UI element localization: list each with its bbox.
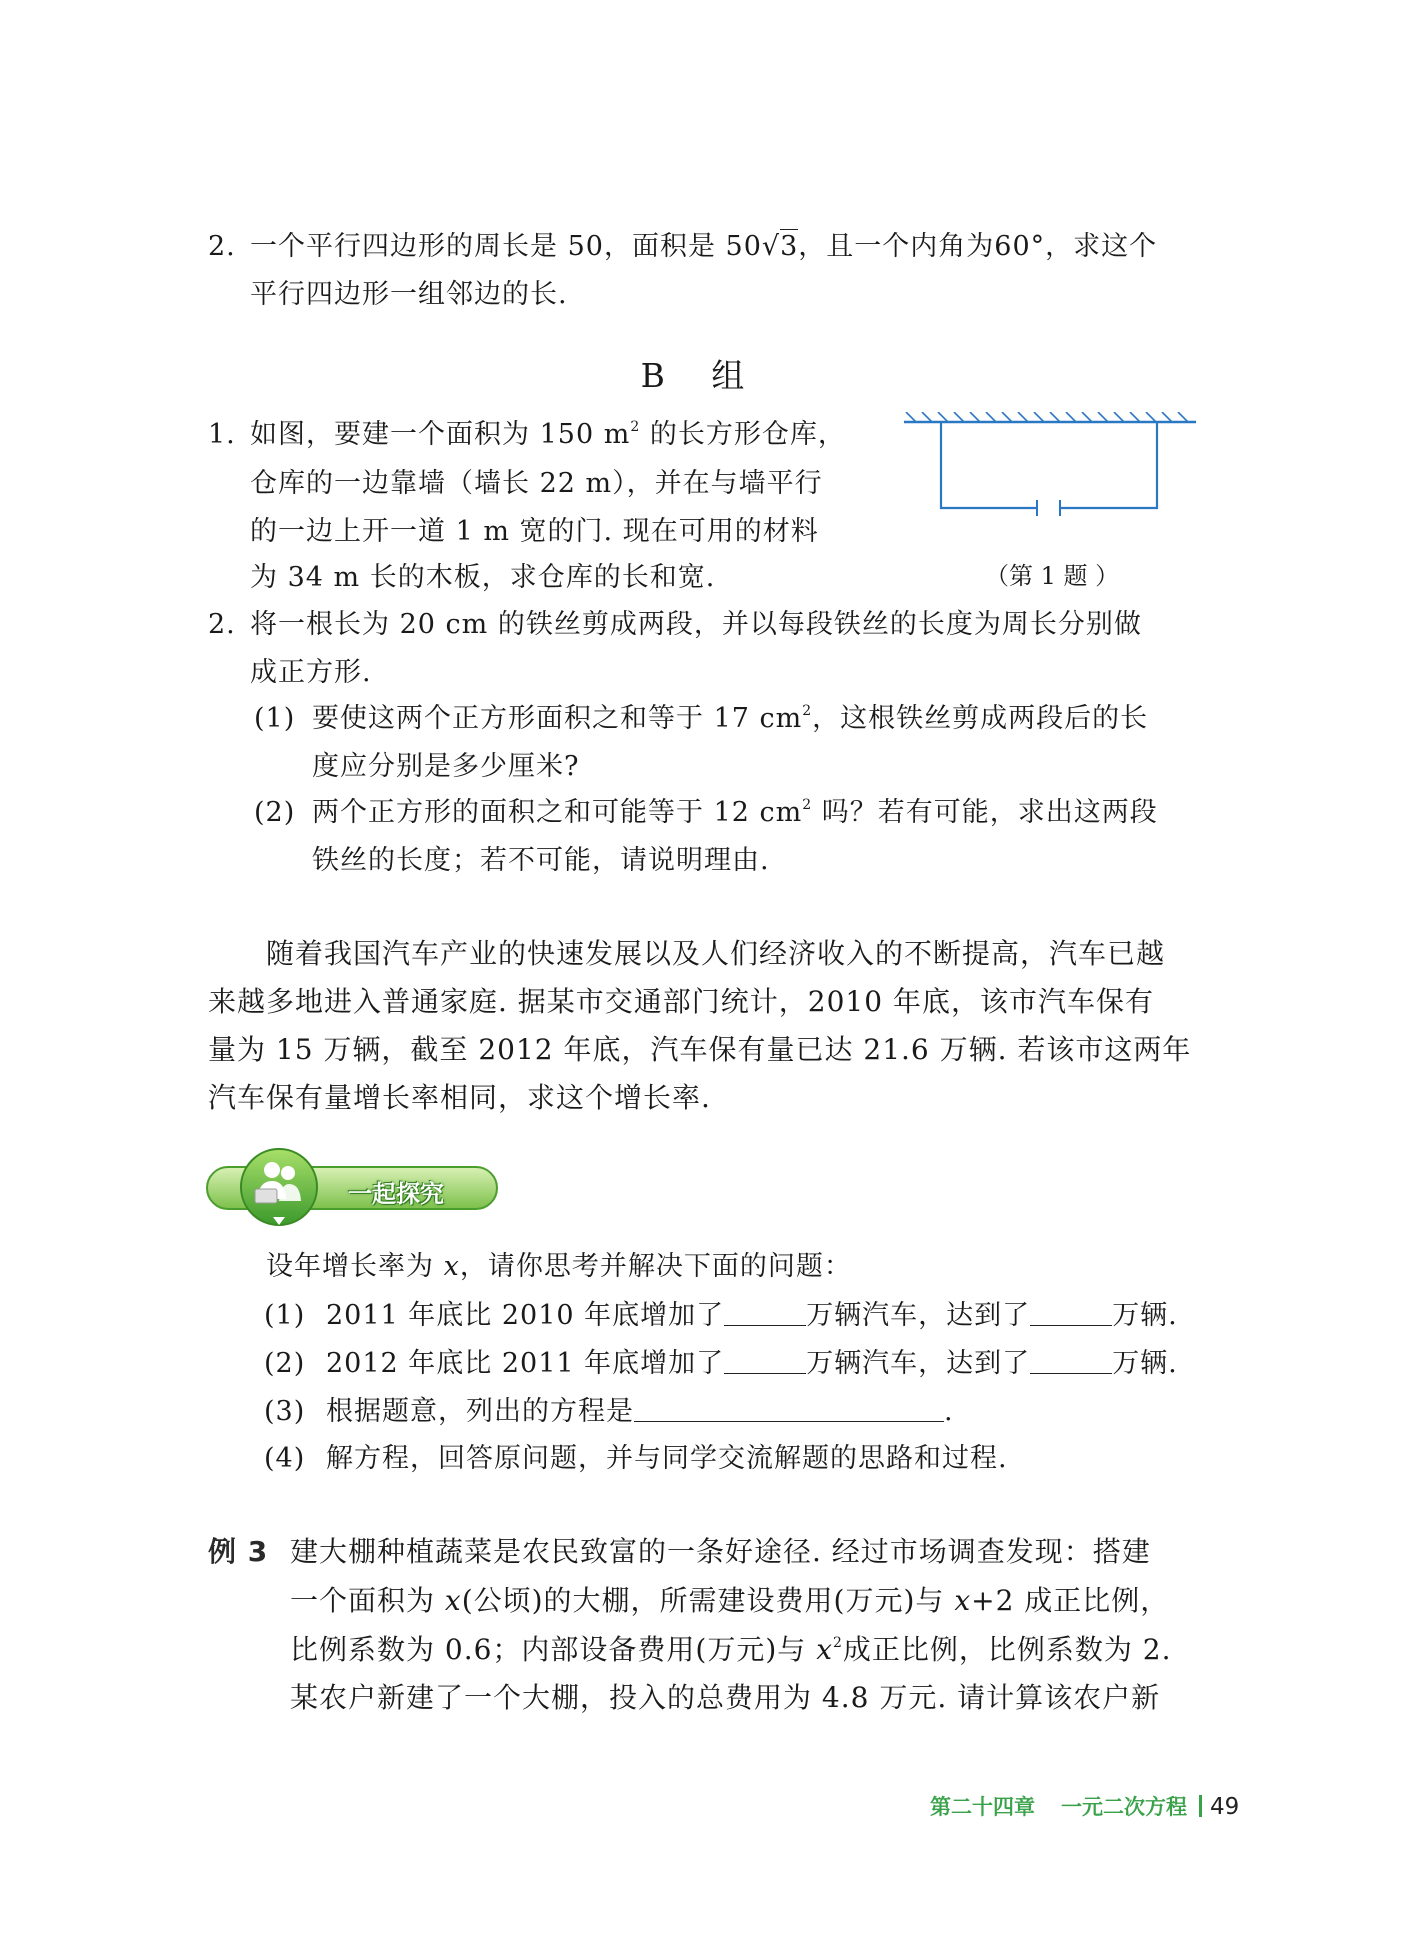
explore-intro-var: x (443, 1251, 460, 1282)
b2-sub2-line-1 (254, 799, 1158, 826)
explore-q2-a: 2012 年底比 2011 年底增加了 (326, 1348, 725, 1379)
example3-l3-a: 比例系数为 0.6；内部设备费用(万元)与 (290, 1633, 817, 1666)
b2-sub1-line-2: 度应分别是多少厘米? (312, 751, 580, 782)
b1-l1-pre: 如图，要建一个面积为 150 m (250, 419, 631, 450)
b1-caption: （第 1 题 ） (985, 562, 1120, 590)
example3-l1: 建大棚种植蔬菜是农民致富的一条好途径. 经过市场调查发现：搭建 (290, 1535, 1151, 1568)
b1-l1-sup: 2 (630, 419, 641, 435)
example3-line-3 (290, 1633, 1172, 1666)
sqrt-symbol: √ (761, 231, 781, 262)
problem-line-1: 随着我国汽车产业的快速发展以及人们经济收入的不断提高，汽车已越 (266, 937, 1166, 970)
b2-sub2-post: 吗？若有可能，求出这两段 (812, 797, 1158, 828)
b2-sub2-number: (2) (254, 797, 296, 828)
explore-q1-blank-1[interactable] (724, 1303, 806, 1326)
example3-l3-var: x (816, 1633, 833, 1666)
page-number: 49 (1210, 1794, 1240, 1820)
b2-sub1-sup: 2 (802, 703, 813, 719)
problem-line-4: 汽车保有量增长率相同，求这个增长率. (208, 1081, 711, 1114)
explore-intro (266, 1253, 852, 1280)
people-icon (253, 1159, 305, 1205)
b2-line-2: 成正方形. (250, 657, 372, 688)
example3-line-1 (208, 1535, 1151, 1568)
a2-sqrt (762, 231, 798, 262)
example3-l2-var2: x (954, 1584, 972, 1617)
b2-line-1 (208, 611, 1142, 638)
explore-q1-c: 万辆. (1112, 1300, 1178, 1331)
a2-text-pre: 一个平行四边形的周长是 50，面积是 50 (250, 231, 762, 262)
explore-intro-pre: 设年增长率为 (266, 1251, 444, 1282)
explore-q1-number: (1) (264, 1300, 306, 1331)
explore-q3-number: (3) (264, 1396, 306, 1427)
footer-divider (1199, 1795, 1202, 1817)
explore-q3 (264, 1398, 954, 1425)
problem-line-3: 量为 15 万辆，截至 2012 年底，汽车保有量已达 21.6 万辆. 若该市这两年 (208, 1033, 1192, 1066)
a2-text-post: ，且一个内角为60°，求这个 (798, 231, 1158, 262)
example3-l2-b: (公顷)的大棚，所需建设费用(万元)与 (461, 1584, 955, 1617)
b2-number: 2. (208, 609, 236, 640)
warehouse-right-side (1060, 422, 1157, 508)
explore-q3-a: 根据题意，列出的方程是 (326, 1396, 634, 1427)
warehouse-left-side (941, 422, 1037, 508)
explore-q2-blank-1[interactable] (724, 1351, 806, 1374)
example3-l3-b: 成正比例，比例系数为 2. (842, 1633, 1172, 1666)
b1-line-1 (208, 421, 846, 448)
a2-number: 2. (208, 231, 236, 262)
explore-q2-c: 万辆. (1112, 1348, 1178, 1379)
b2-sub2-pre: 两个正方形的面积之和可能等于 12 cm (312, 797, 803, 828)
wall-hatching (906, 412, 1188, 422)
example3-line-4: 某农户新建了一个大棚，投入的总费用为 4.8 万元. 请计算该农户新 (290, 1681, 1161, 1714)
b2-sub2-sup: 2 (802, 797, 813, 813)
footer-title: 一元二次方程 (1061, 1795, 1187, 1819)
warehouse-diagram (900, 412, 1200, 522)
example3-label: 例 3 (208, 1535, 269, 1568)
example3-line-2 (290, 1584, 1170, 1617)
b1-line-2: 仓库的一边靠墙（墙长 22 m），并在与墙平行 (250, 468, 823, 499)
page-footer (930, 1791, 1239, 1821)
b1-l1-post: 的长方形仓库， (640, 419, 846, 450)
explore-q1-blank-2[interactable] (1030, 1303, 1112, 1326)
footer-chapter: 第二十四章 (930, 1795, 1035, 1819)
a2-line-1 (208, 233, 1157, 260)
explore-q2 (264, 1350, 1178, 1377)
b2-sub1-number: (1) (254, 703, 296, 734)
b2-sub1-line-1 (254, 705, 1148, 732)
explore-q2-b: 万辆汽车，达到了 (806, 1348, 1031, 1379)
a2-sqrt-arg: 3 (780, 231, 799, 262)
explore-q2-number: (2) (264, 1348, 306, 1379)
example3-l2-c: +2 成正比例， (971, 1584, 1170, 1617)
explore-q1 (264, 1302, 1178, 1329)
b2-sub1-pre: 要使这两个正方形面积之和等于 17 cm (312, 703, 803, 734)
b1-line-3: 的一边上开一道 1 m 宽的门. 现在可用的材料 (250, 516, 819, 547)
b1-line-4: 为 34 m 长的木板，求仓库的长和宽. (250, 562, 716, 593)
explore-q4-number: (4) (264, 1443, 306, 1474)
explore-q3-b: . (944, 1396, 954, 1427)
example3-l3-sup: 2 (832, 1635, 843, 1651)
explore-q1-a: 2011 年底比 2010 年底增加了 (326, 1300, 725, 1331)
explore-intro-post: ，请你思考并解决下面的问题： (459, 1251, 852, 1282)
explore-q4 (264, 1445, 1008, 1472)
explore-q2-blank-2[interactable] (1030, 1351, 1112, 1374)
explore-q4-a: 解方程，回答原问题，并与同学交流解题的思路和过程. (326, 1443, 1008, 1474)
a2-line-2: 平行四边形一组邻边的长. (250, 279, 568, 310)
b2-sub1-post: ，这根铁丝剪成两段后的长 (812, 703, 1149, 734)
explore-q3-blank[interactable] (634, 1399, 944, 1422)
explore-banner-label: 一起探究 (348, 1180, 444, 1208)
explore-q1-b: 万辆汽车，达到了 (806, 1300, 1031, 1331)
example3-l2-a: 一个面积为 (290, 1584, 445, 1617)
example3-l2-var: x (444, 1584, 462, 1617)
problem-line-2: 来越多地进入普通家庭. 据某市交通部门统计，2010 年底，该市汽车保有 (208, 985, 1154, 1018)
b2-l1: 将一根长为 20 cm 的铁丝剪成两段，并以每段铁丝的长度为周长分别做 (250, 609, 1142, 640)
b1-number: 1. (208, 419, 236, 450)
explore-banner (205, 1147, 505, 1227)
b2-sub2-line-2: 铁丝的长度；若不可能，请说明理由. (312, 845, 770, 876)
b-group-title: B 组 (640, 356, 763, 395)
